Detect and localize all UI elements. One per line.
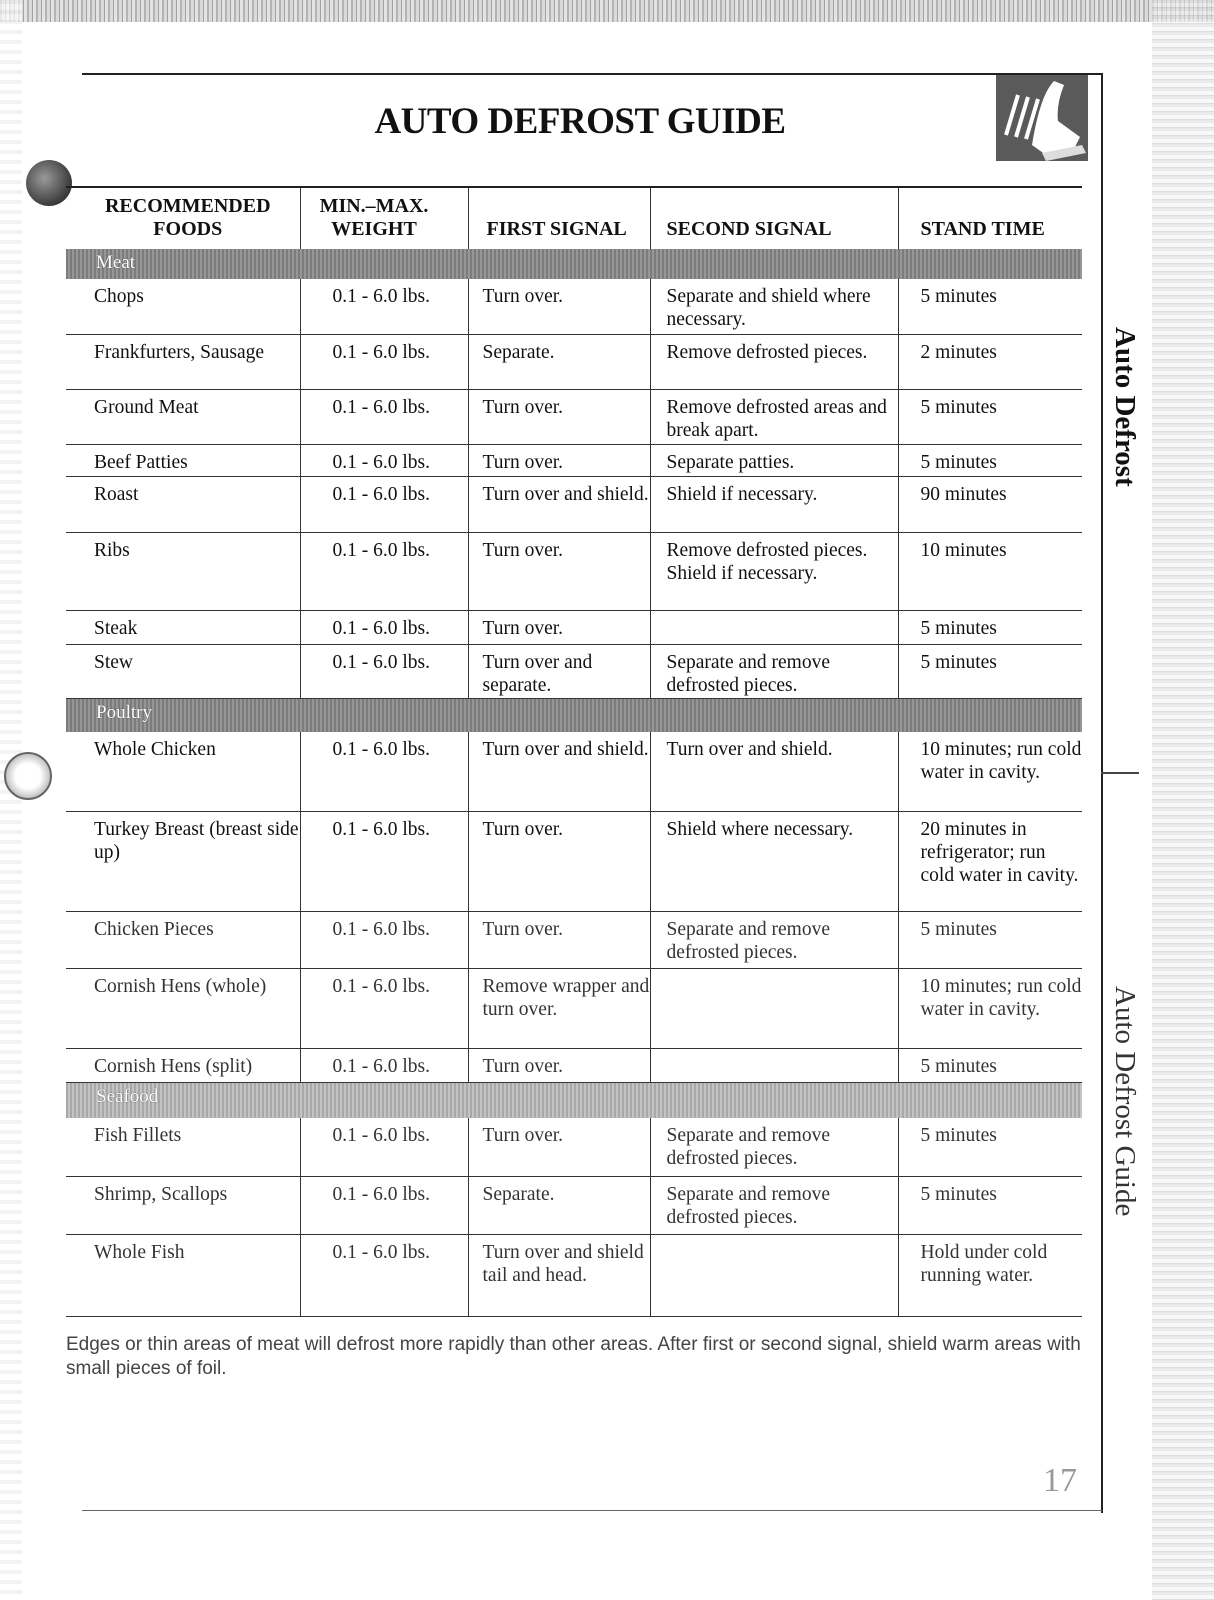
scan-edge-top [0, 0, 1214, 22]
category-label: Seafood [66, 1082, 1082, 1118]
cell-food: Turkey Breast (breast side up) [66, 811, 300, 911]
table-row [66, 732, 1082, 811]
table-row [66, 968, 1082, 1048]
cell-first-signal: Turn over. [468, 1118, 650, 1176]
cell-food: Ground Meat [66, 389, 300, 444]
header-second-signal: SECOND SIGNAL [650, 187, 898, 249]
cell-first-signal: Turn over. [468, 389, 650, 444]
binder-hole-lower [4, 752, 52, 800]
table-row [66, 532, 1082, 610]
cell-first-signal: Turn over. [468, 911, 650, 968]
cell-first-signal: Turn over and shield tail and head. [468, 1234, 650, 1316]
cell-first-signal: Turn over. [468, 1048, 650, 1082]
table-row [66, 476, 1082, 532]
cell-stand-time: 5 minutes [898, 644, 1082, 698]
cell-first-signal: Turn over. [468, 532, 650, 610]
cell-food: Steak [66, 610, 300, 644]
cell-second-signal: Remove defrosted pieces. [650, 334, 898, 389]
cell-first-signal: Turn over and shield. [468, 732, 650, 811]
table-header-row [66, 187, 1082, 249]
cell-stand-time: 90 minutes [898, 476, 1082, 532]
category-row-seafood [66, 1082, 1082, 1118]
cell-second-signal: Separate and remove defrosted pieces. [650, 644, 898, 698]
table-row [66, 389, 1082, 444]
cell-food: Chops [66, 279, 300, 334]
cell-second-signal: Shield where necessary. [650, 811, 898, 911]
cell-food: Beef Patties [66, 444, 300, 476]
cell-weight: 0.1 - 6.0 lbs. [300, 644, 468, 698]
cell-stand-time: 5 minutes [898, 1048, 1082, 1082]
cell-weight: 0.1 - 6.0 lbs. [300, 732, 468, 811]
cell-stand-time: 10 minutes [898, 532, 1082, 610]
cell-first-signal: Remove wrapper and turn over. [468, 968, 650, 1048]
table-row [66, 610, 1082, 644]
cell-stand-time: Hold under cold running water. [898, 1234, 1082, 1316]
table-row [66, 811, 1082, 911]
table-row [66, 444, 1082, 476]
cell-stand-time: 5 minutes [898, 389, 1082, 444]
hand-pressing-button-icon [996, 75, 1088, 161]
cell-second-signal: Remove defrosted areas and break apart. [650, 389, 898, 444]
cell-second-signal: Remove defrosted pieces. Shield if necessary. [650, 532, 898, 610]
cell-weight: 0.1 - 6.0 lbs. [300, 968, 468, 1048]
header-stand-time: STAND TIME [898, 187, 1082, 249]
cell-food: Cornish Hens (split) [66, 1048, 300, 1082]
cell-first-signal: Turn over. [468, 444, 650, 476]
cell-weight: 0.1 - 6.0 lbs. [300, 1048, 468, 1082]
cell-weight: 0.1 - 6.0 lbs. [300, 444, 468, 476]
cell-food: Frankfurters, Sausage [66, 334, 300, 389]
cell-second-signal [650, 610, 898, 644]
cell-food: Whole Fish [66, 1234, 300, 1316]
header-rule [82, 73, 1102, 75]
cell-first-signal: Turn over and shield. [468, 476, 650, 532]
cell-food: Whole Chicken [66, 732, 300, 811]
cell-first-signal: Turn over. [468, 811, 650, 911]
cell-stand-time: 10 minutes; run cold water in cavity. [898, 968, 1082, 1048]
side-rule-tick [1101, 772, 1139, 774]
cell-food: Stew [66, 644, 300, 698]
cell-second-signal: Separate and remove defrosted pieces. [650, 1176, 898, 1234]
cell-weight: 0.1 - 6.0 lbs. [300, 476, 468, 532]
cell-first-signal: Separate. [468, 334, 650, 389]
cell-weight: 0.1 - 6.0 lbs. [300, 1118, 468, 1176]
side-tab-auto-defrost-guide: Auto Defrost Guide [1109, 986, 1141, 1217]
side-tab-auto-defrost: Auto Defrost [1109, 327, 1141, 487]
page-number: 17 [1043, 1462, 1077, 1499]
header-first-signal: FIRST SIGNAL [468, 187, 650, 249]
footnote: Edges or thin areas of meat will defrost more rapidly than other areas. After first or second signal, shield warm areas with small pieces of foil. [66, 1334, 1081, 1379]
cell-weight: 0.1 - 6.0 lbs. [300, 389, 468, 444]
cell-stand-time: 5 minutes [898, 1118, 1082, 1176]
cell-second-signal [650, 968, 898, 1048]
category-label: Poultry [66, 698, 1082, 732]
table-row [66, 644, 1082, 698]
table-row [66, 334, 1082, 389]
cell-second-signal [650, 1234, 898, 1316]
cell-weight: 0.1 - 6.0 lbs. [300, 811, 468, 911]
cell-second-signal [650, 1048, 898, 1082]
cell-stand-time: 5 minutes [898, 610, 1082, 644]
cell-stand-time: 5 minutes [898, 1176, 1082, 1234]
cell-first-signal: Turn over. [468, 610, 650, 644]
cell-weight: 0.1 - 6.0 lbs. [300, 610, 468, 644]
cell-stand-time: 5 minutes [898, 911, 1082, 968]
cell-stand-time: 5 minutes [898, 279, 1082, 334]
table-row [66, 1048, 1082, 1082]
cell-second-signal: Separate and shield where necessary. [650, 279, 898, 334]
cell-food: Ribs [66, 532, 300, 610]
category-row-poultry [66, 698, 1082, 732]
cell-second-signal: Shield if necessary. [650, 476, 898, 532]
table-row [66, 1118, 1082, 1176]
cell-food: Chicken Pieces [66, 911, 300, 968]
cell-food: Shrimp, Scallops [66, 1176, 300, 1234]
cell-second-signal: Turn over and shield. [650, 732, 898, 811]
cell-weight: 0.1 - 6.0 lbs. [300, 532, 468, 610]
footer-rule [82, 1510, 1102, 1511]
table-row [66, 1234, 1082, 1316]
cell-first-signal: Turn over. [468, 279, 650, 334]
cell-weight: 0.1 - 6.0 lbs. [300, 279, 468, 334]
cell-food: Cornish Hens (whole) [66, 968, 300, 1048]
table-row [66, 911, 1082, 968]
cell-weight: 0.1 - 6.0 lbs. [300, 1234, 468, 1316]
scan-edge-left [0, 0, 22, 1600]
cell-stand-time: 2 minutes [898, 334, 1082, 389]
cell-first-signal: Separate. [468, 1176, 650, 1234]
cell-second-signal: Separate and remove defrosted pieces. [650, 1118, 898, 1176]
table-row [66, 279, 1082, 334]
cell-weight: 0.1 - 6.0 lbs. [300, 334, 468, 389]
category-row-meat [66, 249, 1082, 279]
cell-weight: 0.1 - 6.0 lbs. [300, 1176, 468, 1234]
cell-stand-time: 20 minutes in refrigerator; run cold water in cavity. [898, 811, 1082, 911]
defrost-guide-table [66, 186, 1082, 1317]
cell-first-signal: Turn over and separate. [468, 644, 650, 698]
cell-stand-time: 10 minutes; run cold water in cavity. [898, 732, 1082, 811]
header-recommended-foods: RECOMMENDED FOODS [66, 187, 300, 249]
cell-food: Fish Fillets [66, 1118, 300, 1176]
page-title: AUTO DEFROST GUIDE [374, 101, 786, 142]
cell-weight: 0.1 - 6.0 lbs. [300, 911, 468, 968]
table-row [66, 1176, 1082, 1234]
cell-second-signal: Separate patties. [650, 444, 898, 476]
cell-second-signal: Separate and remove defrosted pieces. [650, 911, 898, 968]
cell-stand-time: 5 minutes [898, 444, 1082, 476]
side-rule [1101, 73, 1103, 1513]
scan-edge-right [1152, 0, 1214, 1600]
category-label: Meat [66, 249, 1082, 279]
cell-food: Roast [66, 476, 300, 532]
header-min-max-weight: MIN.–MAX. WEIGHT [300, 187, 468, 249]
